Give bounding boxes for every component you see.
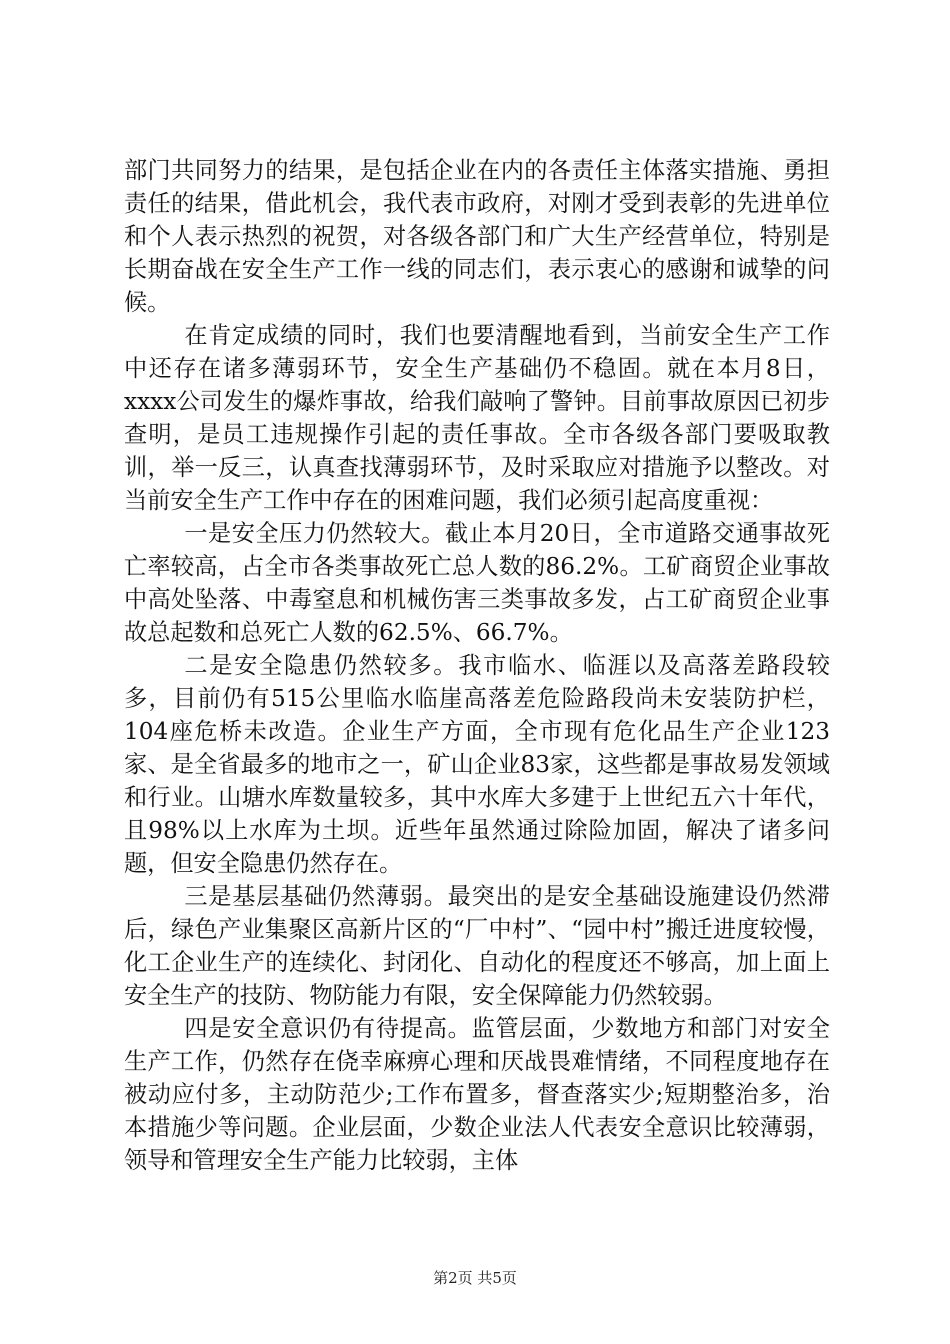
- paragraph-6: 四是安全意识仍有待提高。监管层面，少数地方和部门对安全生产工作，仍然存在侥幸麻痹心理和厌战畏难情绪，不同程度地存在被动应付多，主动防范少;工作布置多，督查落实少;短期整治多，治本措施少等问题。企业层面，少数企业法人代表安全意识比较薄弱，领导和管理安全生产能力比较弱，主体: [124, 1015, 830, 1174]
- paragraph-4: 二是安全隐患仍然较多。我市临水、临涯以及高落差路段较多，目前仍有515公里临水临崖高落差危险路段尚未安装防护栏，104座危桥未改造。企业生产方面，全市现有危化品生产企业123家、是全省最多的地市之一，矿山企业83家，这些都是事故易发领域和行业。山塘水库数量较多，其中水库大多建于上世纪五六十年代，且98%以上水库为土坝。近些年虽然通过除险加固，解决了诸多问题，但安全隐患仍然存在。: [124, 652, 830, 877]
- page-footer: 第2页 共5页: [433, 1269, 517, 1287]
- paragraph-1: 部门共同努力的结果，是包括企业在内的各责任主体落实措施、勇担责任的结果，借此机会，我代表市政府，对刚才受到表彰的先进单位和个人表示热烈的祝贺，对各级各部门和广大生产经营单位，特别是长期奋战在安全生产工作一线的同志们，表示衷心的感谢和诚挚的问候。: [124, 157, 830, 316]
- paragraph-3: 一是安全压力仍然较大。截止本月20日，全市道路交通事故死亡率较高，占全市各类事故死亡总人数的86.2%。工矿商贸企业事故中高处坠落、中毒窒息和机械伤害三类事故多发，占工矿商贸企业事故总起数和总死亡人数的62.5%、66.7%。: [124, 520, 830, 646]
- paragraph-2: 在肯定成绩的同时，我们也要清醒地看到，当前安全生产工作中还存在诸多薄弱环节，安全生产基础仍不稳固。就在本月8日，xxxx公司发生的爆炸事故，给我们敲响了警钟。目前事故原因已初步查明，是员工违规操作引起的责任事故。全市各级各部门要吸取教训，举一反三，认真查找薄弱环节，及时采取应对措施予以整改。对当前安全生产工作中存在的困难问题，我们必须引起高度重视：: [124, 322, 830, 514]
- document-body: [124, 154, 830, 1177]
- paragraph-5: 三是基层基础仍然薄弱。最突出的是安全基础设施建设仍然滞后，绿色产业集聚区高新片区的“厂中村”、“园中村”搬迁进度较慢，化工企业生产的连续化、封闭化、自动化的程度还不够高，加上面上安全生产的技防、物防能力有限，安全保障能力仍然较弱。: [124, 883, 830, 1009]
